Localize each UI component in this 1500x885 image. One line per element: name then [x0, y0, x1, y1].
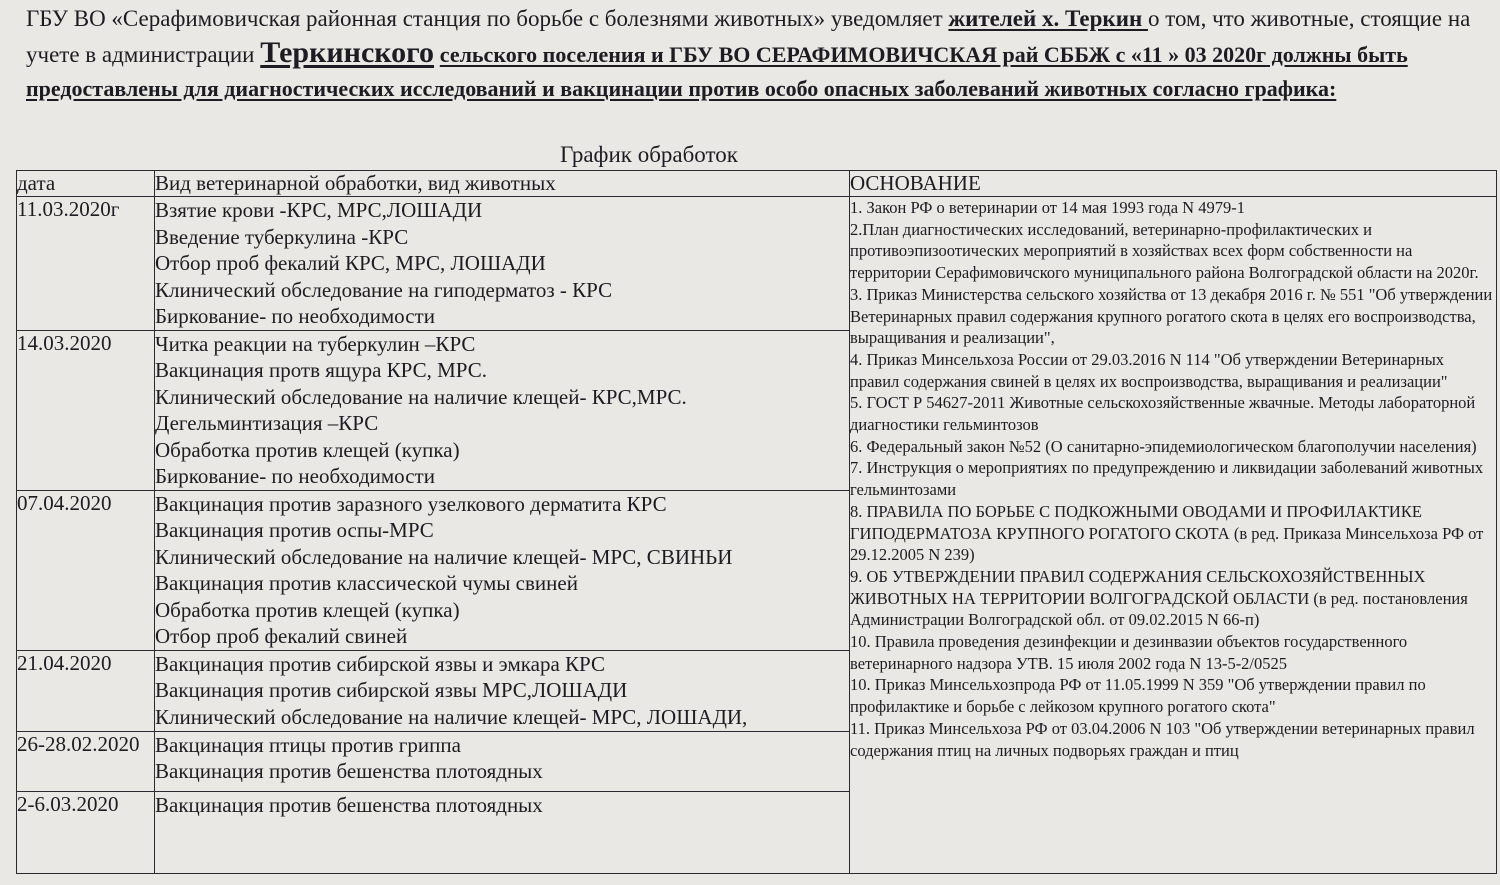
intro-settlement: Теркинского	[260, 36, 435, 69]
schedule-title: График обработок	[560, 142, 738, 167]
basis-item: 3. Приказ Министерства сельского хозяйства от 13 декабря 2016 г. № 551 "Об утверждении Ветеринарных правил содержания крупного рогатого скота в целях его воспроизводства, выращивания и реализации",	[850, 284, 1493, 348]
list-item: Клинический обследование на наличие клещей- МРС, СВИНЬИ	[155, 544, 733, 569]
list-item: Обработка против клещей (купка)	[155, 597, 460, 622]
intro-residents: жителей х. Теркин	[948, 6, 1148, 31]
list-item: Клинический обследование на наличие клещей- МРС, ЛОШАДИ,	[155, 704, 748, 729]
row-date: 07.04.2020	[17, 490, 155, 650]
list-item: Биркование- по необходимости	[155, 464, 435, 488]
basis-item: 5. ГОСТ Р 54627-2011 Животные сельскохозяйственные жвачные. Методы лабораторной диагностики гельминтозов	[850, 393, 1476, 435]
list-item: Читка реакции на туберкулин –КРС	[155, 331, 476, 356]
intro-part2: о том, что животные, стоящие на учете в администрации	[26, 6, 1471, 67]
notice-paragraph	[26, 2, 1496, 106]
row-items	[155, 197, 850, 331]
row-items	[155, 731, 850, 791]
row-items	[155, 330, 850, 490]
row-date: 26-28.02.2020	[17, 731, 155, 791]
basis-item: 10. Правила проведения дезинфекции и дезинвазии объектов государственного ветеринарного надзора УТВ. 15 июля 2002 года N 13-5-2/0525	[850, 632, 1408, 673]
basis-item: 6. Федеральный закон №52 (О санитарно-эпидемиологическом благополучии населения)	[850, 436, 1477, 456]
list-item: Биркование- по необходимости	[155, 304, 435, 328]
header-basis: ОСНОВАНИЕ	[850, 171, 1497, 197]
list-item: Обработка против клещей (купка)	[155, 437, 460, 462]
intro-part3: сельского поселения и ГБУ ВО СЕРАФИМОВИЧСКАЯ рай СББЖ с «11 » 03 2020г	[439, 42, 1267, 67]
row-items	[155, 490, 850, 650]
list-item: Вакцинация против бешенства плотоядных	[155, 759, 543, 783]
list-item: Клинический обследование на наличие клещей- КРС,МРС.	[155, 384, 687, 409]
table-row	[17, 197, 1497, 331]
schedule-table	[16, 170, 1497, 874]
basis-item: 8. ПРАВИЛА ПО БОРЬБЕ С ПОДКОЖНЫМИ ОВОДАМИ И ПРОФИЛАКТИКЕ ГИПОДЕРМАТОЗА КРУПНОГО РОГАТОГО СКОТА (в ред. Приказа Минсельхоза РФ от 29.12.2005 N 239)	[850, 501, 1484, 565]
list-item: Вакцинация против оспы-МРС	[155, 518, 434, 542]
basis-item: 4. Приказ Минсельхоза России от 29.03.2016 N 114 "Об утверждении Ветеринарных правил содержания свиней в целях их воспроизводства, выращивания и реализации"	[850, 349, 1448, 391]
list-item: Клинический обследование на гиподерматоз - КРС	[155, 277, 613, 302]
intro-part4: должны быть предоставлены для диагностических исследований и вакцинации против особо опасных заболеваний животных согласно графика:	[26, 42, 1408, 101]
basis-item: 9. ОБ УТВЕРЖДЕНИИ ПРАВИЛ СОДЕРЖАНИЯ СЕЛЬСКОХОЗЯЙСТВЕННЫХ ЖИВОТНЫХ НА ТЕРРИТОРИИ ВОЛГОГРАДСКОЙ ОБЛАСТИ (в ред. постановления Администрации Волгоградской обл. от 09.02.2015 N 66-п)	[850, 566, 1468, 630]
basis-cell	[850, 197, 1497, 874]
list-item: Отбор проб фекалий КРС, МРС, ЛОШАДИ	[155, 251, 546, 275]
list-item: Вакцинация птицы против гриппа	[155, 732, 461, 757]
list-item: Взятие крови -КРС, МРС,ЛОШАДИ	[155, 198, 483, 222]
list-item: Вакцинация против сибирской язвы и эмкара КРС	[155, 651, 605, 676]
header-date: дата	[17, 171, 155, 197]
list-item: Вакцинация против заразного узелкового дерматита КРС	[155, 491, 667, 516]
header-work: Вид ветеринарной обработки, вид животных	[155, 171, 850, 197]
list-item: Дегельминтизация –КРС	[155, 411, 379, 435]
basis-item: 11. Приказ Минсельхоза РФ от 03.04.2006 N 103 "Об утверждении ветеринарных правил содержания птиц на личных подворьях граждан и птиц	[850, 718, 1475, 760]
list-item: Вакцинация против бешенства плотоядных	[155, 792, 543, 817]
basis-item: 1. Закон РФ о ветеринарии от 14 мая 1993 года N 4979-1	[850, 198, 1245, 217]
row-date: 11.03.2020г	[17, 197, 155, 331]
list-item: Введение туберкулина -КРС	[155, 224, 409, 249]
notice-intro	[26, 2, 1496, 106]
intro-part1: ГБУ ВО «Серафимовичская районная станция по борьбе с болезнями животных» уведомляет	[26, 6, 949, 31]
table-header-row	[17, 171, 1497, 197]
list-item: Отбор проб фекалий свиней	[155, 624, 408, 648]
row-items	[155, 791, 850, 873]
basis-item: 7. Инструкция о мероприятиях по предупреждению и ликвидации заболеваний животных гельминтозами	[850, 458, 1484, 500]
list-item: Вакцинация против классической чумы свиней	[155, 571, 578, 595]
list-item: Вакцинация протв ящура КРС, МРС.	[155, 358, 487, 382]
list-item: Вакцинация против сибирской язвы МРС,ЛОШАДИ	[155, 678, 628, 702]
row-items	[155, 650, 850, 731]
row-date: 21.04.2020	[17, 650, 155, 731]
basis-item: 2.План диагностических исследований, ветеринарно-профилактических и противоэпизоотических мероприятий в хозяйствах всех форм собственности на территории Серафимовичского муниципального района Волгоградской области на 2020г.	[850, 219, 1479, 283]
row-date: 2-6.03.2020	[17, 791, 155, 873]
row-date: 14.03.2020	[17, 330, 155, 490]
basis-item: 10. Приказ Минсельхозпрода РФ от 11.05.1999 N 359 "Об утверждении правил по профилактике и борьбе с лейкозом крупного рогатого скота"	[850, 675, 1426, 717]
